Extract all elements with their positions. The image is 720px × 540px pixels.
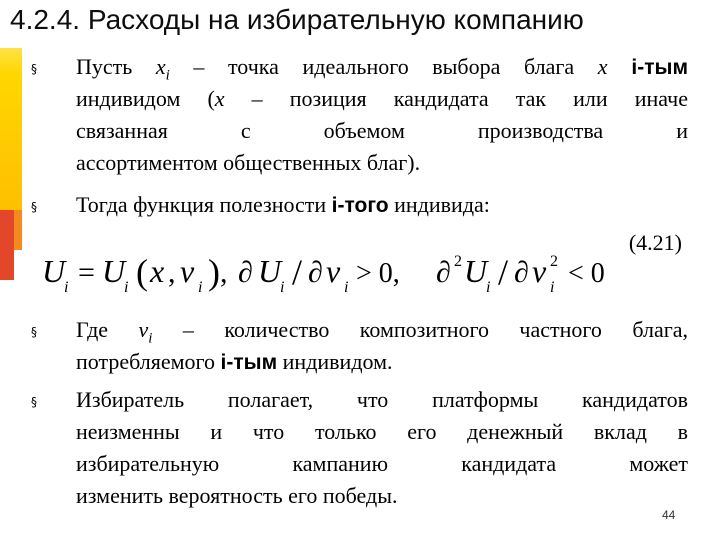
para3-line1: Где $v_i$ – количество композитного частного блага, bbox=[76, 317, 688, 347]
bullet-marker: § bbox=[31, 395, 37, 409]
slide-title: 4.2.4. Расходы на избирательную компанию bbox=[10, 4, 584, 35]
formula-sub-i: i bbox=[280, 279, 285, 296]
formula-lparen: ( bbox=[136, 252, 148, 292]
para4-line4: изменить вероятность его победы. bbox=[76, 483, 398, 508]
formula-comma: , bbox=[220, 256, 228, 289]
para4-line3: избирательную кампанию кандидата может bbox=[76, 451, 688, 476]
para1-line3: связанная с объемом производства и bbox=[76, 118, 688, 143]
formula-v: v bbox=[532, 253, 547, 289]
paragraph-2 bbox=[76, 189, 688, 221]
formula-U: U bbox=[464, 253, 488, 289]
formula-U: U bbox=[102, 253, 126, 289]
formula-partial-2: ∂ bbox=[436, 256, 451, 289]
para1-line2: индивидом (x – позиция кандидата так или иначе bbox=[76, 86, 689, 111]
formula-x: x bbox=[150, 253, 165, 289]
formula-partial: ∂ bbox=[308, 256, 323, 289]
para4-line1: Избиратель полагает, что платформы кандидатов bbox=[76, 387, 688, 412]
bullet-marker: § bbox=[31, 325, 37, 339]
decorative-red-stripe bbox=[0, 210, 14, 280]
formula-partial: ∂ bbox=[514, 256, 529, 289]
formula-v: v bbox=[326, 253, 341, 289]
page-number: 44 bbox=[662, 508, 676, 522]
equation-number: (4.21) bbox=[628, 230, 682, 255]
formula-partial: ∂ bbox=[238, 256, 253, 289]
formula-v: v bbox=[180, 253, 195, 289]
formula-sub-i: i bbox=[550, 279, 555, 296]
utility-formula bbox=[38, 248, 638, 298]
formula-U: U bbox=[42, 253, 66, 289]
bullet-marker: § bbox=[31, 200, 37, 214]
formula-sup-2: 2 bbox=[550, 253, 558, 270]
formula-sub-i: i bbox=[486, 279, 491, 296]
para1-line1: Пусть $x_i$ – точка идеального выбора блага x i-тым bbox=[76, 54, 688, 84]
para1-line4: ассортиментом общественных благ). bbox=[76, 150, 421, 175]
formula-comma: , bbox=[168, 256, 176, 289]
formula-lt-zero: < 0 bbox=[568, 258, 605, 289]
para4-line2: неизменны и что только его денежный вклад в bbox=[76, 419, 688, 444]
formula-sub-i: i bbox=[198, 279, 203, 296]
bullet-marker: § bbox=[31, 62, 37, 76]
formula-U: U bbox=[258, 253, 282, 289]
formula-sub-i: i bbox=[344, 279, 349, 296]
formula-sub-i: i bbox=[124, 279, 129, 296]
formula-slash: / bbox=[292, 252, 303, 292]
paragraph-1 bbox=[76, 51, 688, 179]
para2-line1: Тогда функция полезности i-того индивида: bbox=[76, 192, 490, 217]
formula-slash: / bbox=[498, 252, 509, 292]
paragraph-3 bbox=[76, 314, 688, 378]
para3-line2: потребляемого i-тым индивидом. bbox=[76, 349, 393, 374]
paragraph-4 bbox=[76, 384, 688, 512]
formula-equals: = bbox=[78, 256, 95, 289]
formula-gt-zero: > 0, bbox=[356, 258, 400, 289]
formula-sup-2: 2 bbox=[454, 253, 462, 270]
formula-sub-i: i bbox=[64, 279, 69, 296]
formula-rparen: ) bbox=[208, 252, 220, 292]
